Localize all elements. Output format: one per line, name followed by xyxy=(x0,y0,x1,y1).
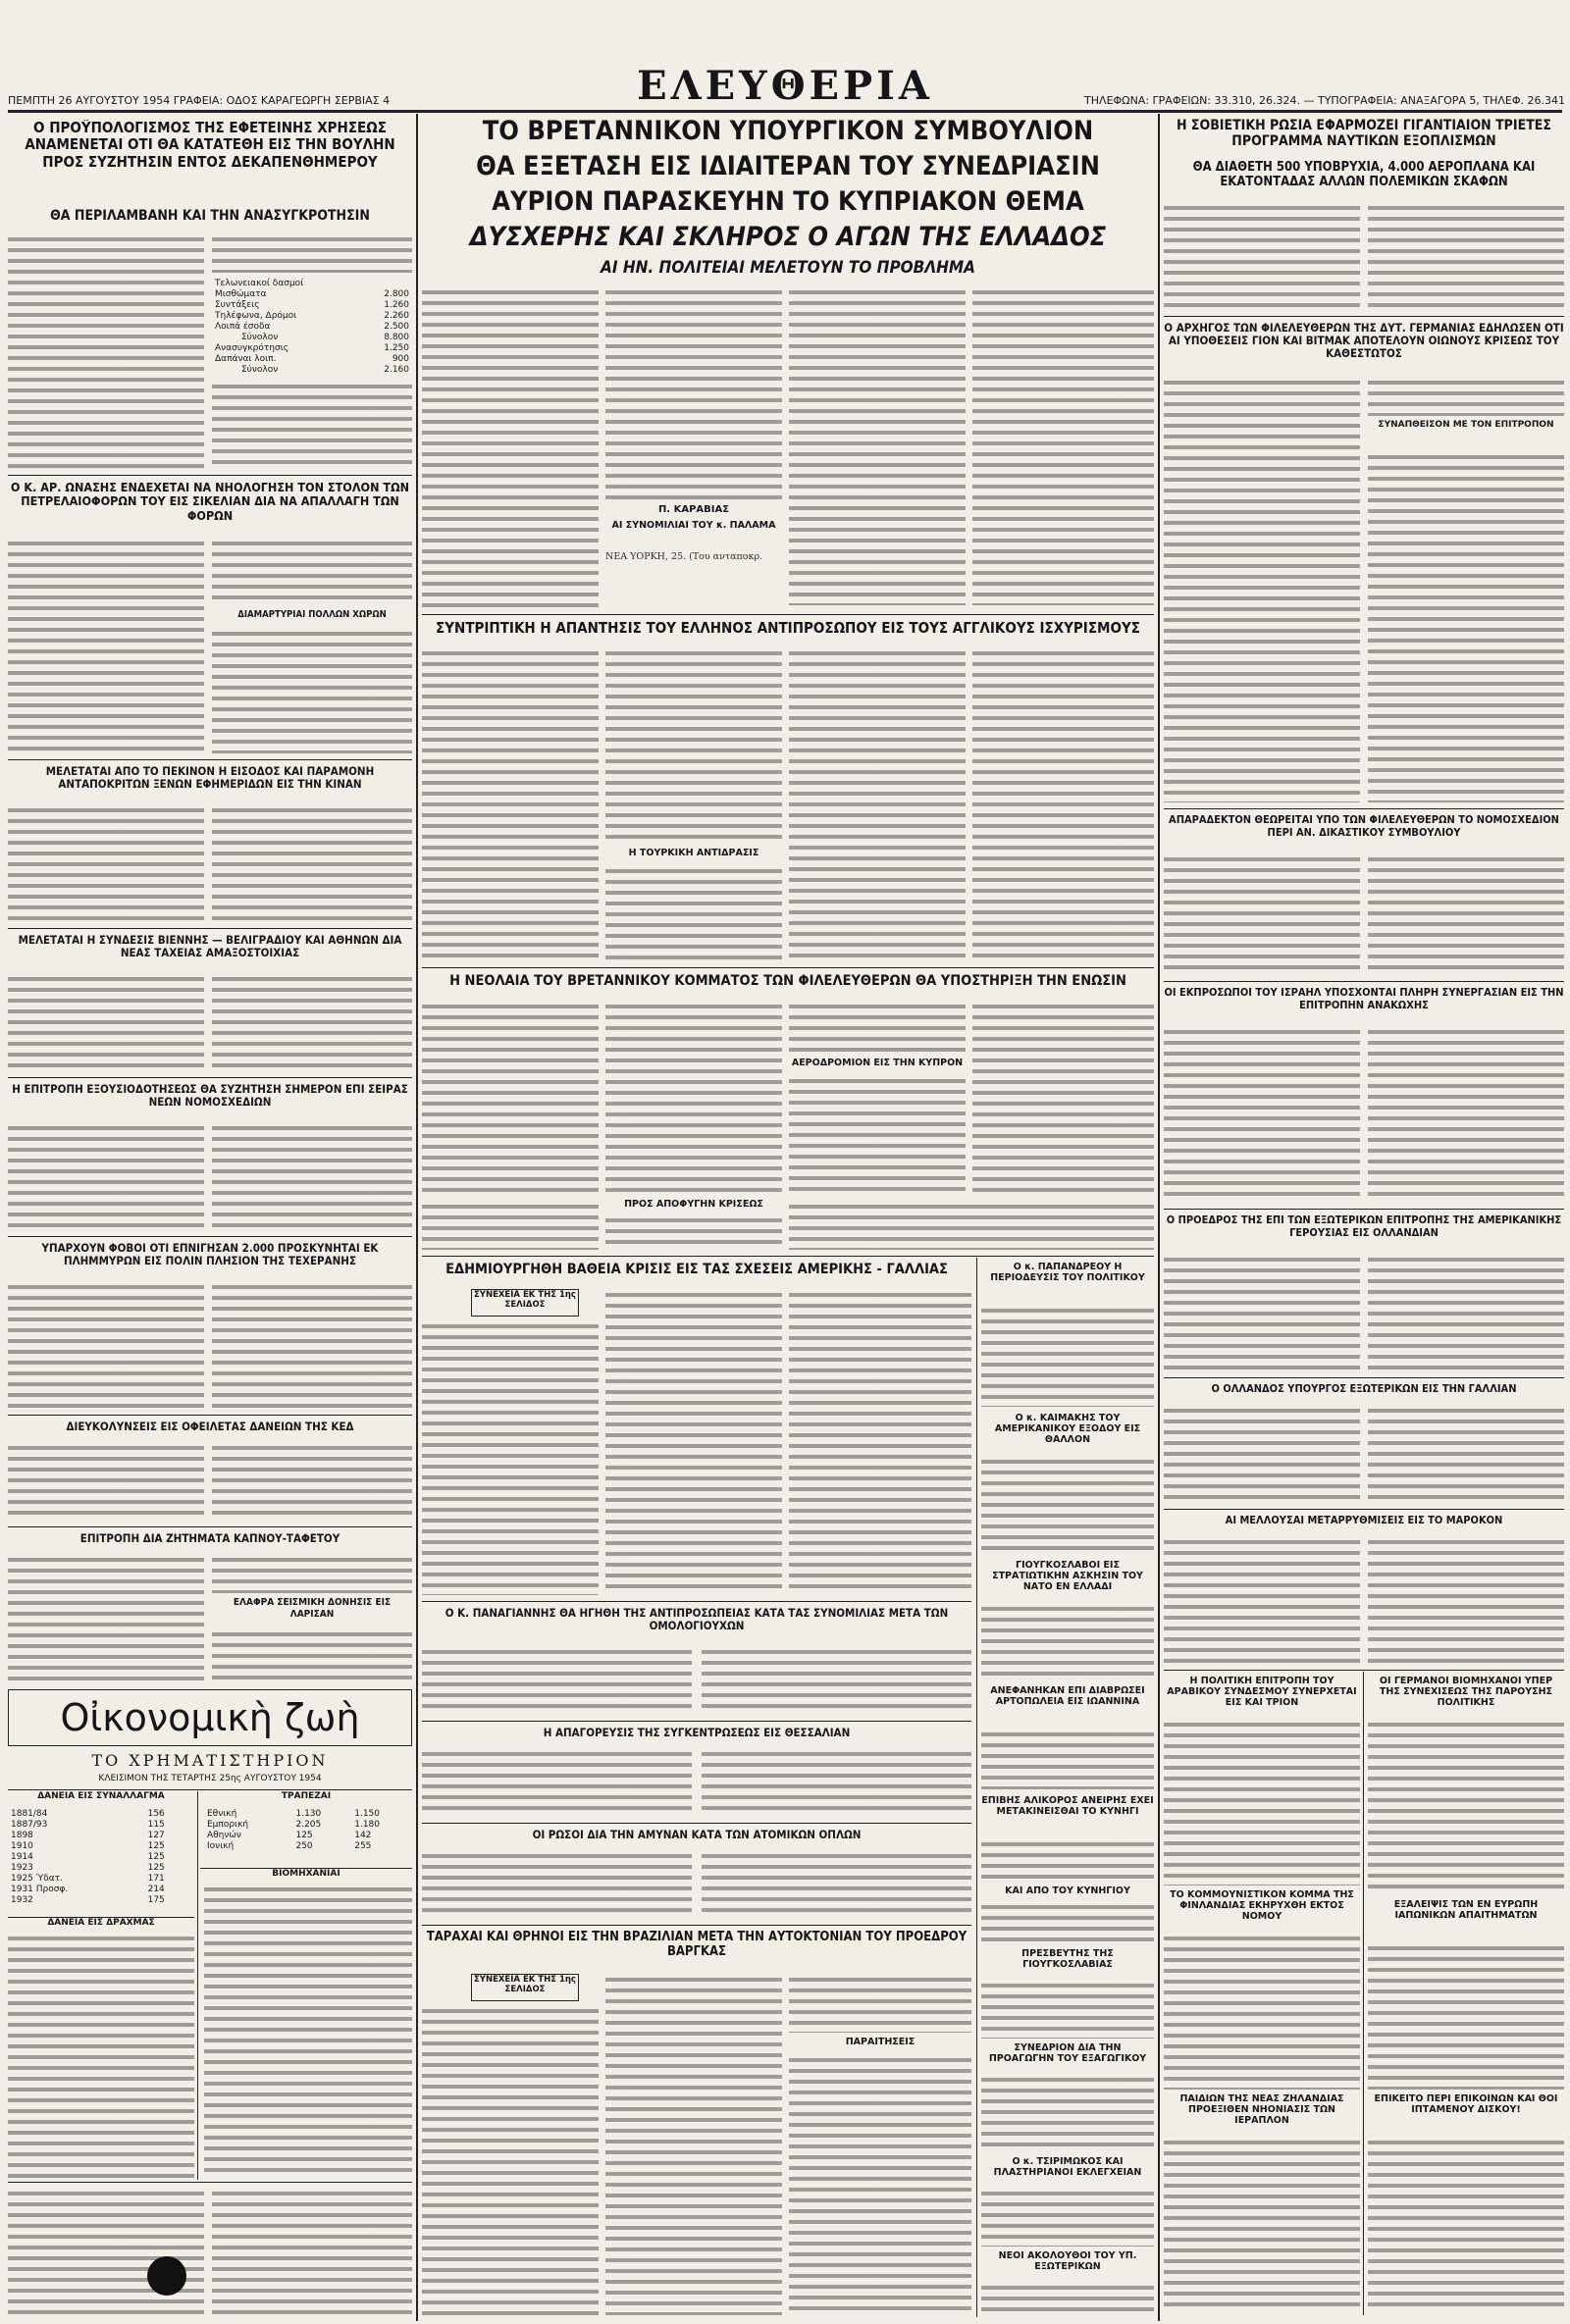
main-byline: Π. ΚΑΡΑΒΙΑΣ xyxy=(657,504,730,515)
article-text xyxy=(981,1729,1154,1789)
table-cell: Τηλέφωνα, Δρόμοι xyxy=(215,311,297,321)
article-text xyxy=(1368,853,1564,975)
table-cell: Σύνολον xyxy=(241,333,279,342)
article-text xyxy=(1368,2137,1564,2313)
table-cell: 1887/93 xyxy=(11,1820,48,1830)
article-text xyxy=(422,1646,692,1715)
article-text xyxy=(1368,1026,1564,1203)
table-cell: Τελωνειακοί δασμοί xyxy=(215,279,304,288)
table-cell: Σύνολον xyxy=(241,365,279,375)
article-text xyxy=(605,1001,782,1197)
article-text xyxy=(981,1838,1154,1882)
column-divider xyxy=(1363,1672,1364,2315)
table-cell: 1931 Προσφ. xyxy=(11,1885,69,1894)
article-divider xyxy=(422,1601,971,1602)
article-divider xyxy=(422,1721,971,1722)
article-text xyxy=(1368,1719,1564,1895)
article-text xyxy=(789,2054,971,2315)
table-cell: 2.160 xyxy=(384,365,409,375)
article-divider xyxy=(1164,1209,1564,1210)
ink-blot xyxy=(147,2256,186,2296)
table-cell: 2.500 xyxy=(384,322,409,332)
table-cell: 125 xyxy=(147,1852,165,1862)
article-text xyxy=(789,1075,966,1197)
article-text xyxy=(212,2188,412,2315)
table-cell xyxy=(362,279,412,289)
article-text xyxy=(212,1122,412,1230)
article-subheadline: ΕΛΑΦΡΑ ΣΕΙΣΜΙΚΗ ΔΟΝΗΣΙΣ ΕΙΣ ΛΑΡΙΣΑΝ xyxy=(233,1597,392,1620)
article-text xyxy=(981,1603,1154,1679)
article-text xyxy=(605,1289,782,1595)
article-headline: Ο ΟΛΛΑΝΔΟΣ ΥΠΟΥΡΓΟΣ ΕΞΩΤΕΡΙΚΩΝ ΕΙΣ ΤΗΝ ΓΑΛΛΙΑΝ xyxy=(1211,1383,1517,1395)
article-subheadline: ΘΑ ΠΕΡΙΛΑΜΒΑΝΗ ΚΑΙ ΤΗΝ ΑΝΑΣΥΓΚΡΟΤΗΣΙΝ xyxy=(50,208,370,224)
article-text xyxy=(1368,1405,1564,1503)
article-headline: Η ΕΠΙΤΡΟΠΗ ΕΞΟΥΣΙΟΔΟΤΗΣΕΩΣ ΘΑ ΣΥΖΗΤΗΣΗ ΣΗΜΕΡΟΝ ΕΠΙ ΣΕΙΡΑΣ ΝΕΩΝ ΝΟΜΟΣΧΕΔΙΩΝ xyxy=(12,1083,408,1110)
table-cell: 2.205 xyxy=(295,1820,322,1830)
table-row xyxy=(212,354,412,365)
article-headline: Ο κ. ΠΑΠΑΝΔΡΕΟΥ Η ΠΕΡΙΟΔΕΥΣΙΣ ΤΟΥ ΠΟΛΙΤΙΚΟΥ xyxy=(990,1262,1145,1284)
article-headline: ΟΙ ΕΚΠΡΟΣΩΠΟΙ ΤΟΥ ΙΣΡΑΗΛ ΥΠΟΣΧΟΝΤΑΙ ΠΛΗΡΗ ΣΥΝΕΡΓΑΣΙΑΝ ΕΙΣ ΤΗΝ ΕΠΙΤΡΟΠΗΝ ΑΝΑΚΩΧΗΣ xyxy=(1164,987,1564,1011)
article-text xyxy=(1164,1719,1360,1885)
table-cell: Μισθώματα xyxy=(215,289,267,299)
table-cell: Εθνική xyxy=(207,1809,237,1819)
table-cell: 1925 Ύδατ. xyxy=(11,1874,63,1884)
table-cell: 127 xyxy=(147,1831,165,1840)
table-row xyxy=(8,1820,194,1831)
article-text xyxy=(981,2188,1154,2247)
article-headline: ΑΠΑΡΑΔΕΚΤΟΝ ΘΕΩΡΕΙΤΑΙ ΥΠΟ ΤΩΝ ΦΙΛΕΛΕΥΘΕΡΩΝ ΤΟ ΝΟΜΟΣΧΕΔΙΟΝ ΠΕΡΙ ΑΝ. ΔΙΚΑΣΤΙΚΟΥ ΣΥΜΒΟΥΛΙΟΥ xyxy=(1169,814,1559,839)
table-row xyxy=(8,1874,194,1885)
table-cell: Ανασυγκρότησις xyxy=(215,343,289,353)
article-text xyxy=(981,2074,1154,2152)
article-headline: ΥΠΑΡΧΟΥΝ ΦΟΒΟΙ ΟΤΙ ΕΠΝΙΓΗΣΑΝ 2.000 ΠΡΟΣΚΥΝΗΤΑΙ ΕΚ ΠΛΗΜΜΥΡΩΝ ΕΙΣ ΠΟΛΙΝ ΠΛΗΣΙΟΝ ΤΗΣ ΤΕΧΕΡΑΝΗΣ xyxy=(41,1242,379,1268)
loans-table xyxy=(8,1809,194,1906)
article-headline: Ο κ. ΚΑΙΜΑΚΗΣ ΤΟΥ ΑΜΕΡΙΚΑΝΙΚΟΥ ΕΞΟΔΟΥ ΕΙΣ ΘΑΛΛΟΝ xyxy=(994,1413,1141,1446)
main-headline-line3: ΑΥΡΙΟΝ ΠΑΡΑΣΚΕΥΗΝ ΤΟ ΚΥΠΡΙΑΚΟΝ ΘΕΜΑ xyxy=(492,186,1084,217)
table-cell: 1898 xyxy=(11,1831,33,1840)
table-row xyxy=(8,1841,194,1852)
article-headline: Η ΣΟΒΙΕΤΙΚΗ ΡΩΣΙΑ ΕΦΑΡΜΟΖΕΙ ΓΙΓΑΝΤΙΑΙΟΝ ΤΡΙΕΤΕΣ ΠΡΟΓΡΑΜΜΑ ΝΑΥΤΙΚΩΝ ΕΞΟΠΛΙΣΜΩΝ xyxy=(1176,118,1552,150)
article-text xyxy=(422,1320,599,1595)
table-cell: Εμπορική xyxy=(207,1820,249,1830)
article-headline: Ο ΠΡΟΫΠΟΛΟΓΙΣΜΟΣ ΤΗΣ ΕΦΕΤΕΙΝΗΣ ΧΡΗΣΕΩΣ ΑΝΑΜΕΝΕΤΑΙ ΟΤΙ ΘΑ ΚΑΤΑΤΕΘΗ ΕΙΣ ΤΗΝ ΒΟΥΛΗΝ ΠΡΟΣ ΣΥΖΗΤΗΣΙΝ ΕΝΤΟΣ ΔΕΚΑΠΕΝΘΗΜΕΡΟΥ xyxy=(25,120,395,171)
table-cell: 125 xyxy=(295,1831,313,1840)
article-headline: ΤΟ ΚΟΜΜΟΥΝΙΣΤΙΚΟΝ ΚΟΜΜΑ ΤΗΣ ΦΙΝΛΑΝΔΙΑΣ ΕΚΗΡΥΧΘΗ ΕΚΤΟΣ ΝΟΜΟΥ xyxy=(1170,1889,1354,1923)
article-text xyxy=(981,1901,1154,1944)
article-text xyxy=(212,1442,412,1521)
masthead-right-info: ΤΗΛΕΦΩΝΑ: ΓΡΑΦΕΙΩΝ: 33.310, 26.324. — ΤΥΠΟΓΡΑΦΕΙΑ: ΑΝΑΞΑΓΟΡΑ 5, ΤΗΛΕΦ. 26.341 xyxy=(1084,94,1565,107)
article-text xyxy=(1368,202,1564,310)
table-row xyxy=(212,333,412,343)
stock-exchange-title: ΤΟ ΧΡΗΜΑΤΙΣΤΗΡΙΟΝ xyxy=(91,1752,329,1770)
article-subheadline: ΔΙΑΜΑΡΤΥΡΙΑΙ ΠΟΛΛΩΝ ΧΩΡΩΝ xyxy=(237,610,387,620)
article-text xyxy=(212,804,412,922)
table-row xyxy=(212,311,412,322)
article-divider xyxy=(422,967,1154,968)
article-text xyxy=(8,1122,204,1230)
article-text xyxy=(981,2282,1154,2315)
article-divider xyxy=(1164,1509,1564,1510)
masthead-rule xyxy=(8,110,1562,113)
article-text xyxy=(8,233,204,469)
article-text xyxy=(702,1646,971,1715)
article-subheadline: ΠΑΡΑΙΤΗΣΕΙΣ xyxy=(845,2037,916,2047)
article-text xyxy=(422,1850,692,1919)
article-text xyxy=(1368,377,1564,416)
table-cell: 125 xyxy=(147,1841,165,1851)
article-headline: ΕΞΑΛΕΙΨΙΣ ΤΩΝ ΕΝ ΕΥΡΩΠΗ ΙΑΠΩΝΙΚΩΝ ΑΠΑΙΤΗΜΑΤΩΝ xyxy=(1393,1899,1539,1922)
table-heading: ΤΡΑΠΕΖΑΙ xyxy=(281,1791,332,1801)
table-row xyxy=(212,365,412,376)
table-heading: ΔΑΝΕΙΑ ΕΙΣ ΔΡΑΧΜΑΣ xyxy=(8,1917,194,1930)
article-headline: ΟΙ ΡΩΣΟΙ ΔΙΑ ΤΗΝ ΑΜΥΝΑΝ ΚΑΤΑ ΤΩΝ ΑΤΟΜΙΚΩΝ ΟΠΛΩΝ xyxy=(532,1829,862,1841)
article-text xyxy=(789,1201,1154,1250)
main-sub-heading: ΑΙ ΣΥΝΟΜΙΛΙΑΙ ΤΟΥ κ. ΠΑΛΑΜΑ xyxy=(611,520,776,531)
article-headline: ΟΙ ΓΕΡΜΑΝΟΙ ΒΙΟΜΗΧΑΝΟΙ ΥΠΕΡ ΤΗΣ ΣΥΝΕΧΙΣΕΩΣ ΤΗΣ ΠΑΡΟΥΣΗΣ ΠΟΛΙΤΙΚΗΣ xyxy=(1379,1676,1553,1709)
stock-exchange-date: ΚΛΕΙΣΙΜΟΝ ΤΗΣ ΤΕΤΑΡΤΗΣ 25ης ΑΥΓΟΥΣΤΟΥ 1954 xyxy=(98,1774,322,1783)
article-text xyxy=(422,1001,599,1197)
article-text xyxy=(8,2188,204,2315)
article-divider xyxy=(422,1823,971,1824)
article-text xyxy=(1164,853,1360,975)
table-cell: 175 xyxy=(147,1895,165,1905)
article-headline: ΑΝΕΦΑΝΗΚΑΝ ΕΠΙ ΔΙΑΒΡΩΣΕΙ ΑΡΤΟΠΩΛΕΙΑ ΕΙΣ ΙΩΑΝΝΙΝΑ xyxy=(990,1685,1145,1708)
article-text xyxy=(422,1201,599,1250)
article-headline: ΕΔΗΜΙΟΥΡΓΗΘΗ ΒΑΘΕΙΑ ΚΡΙΣΙΣ ΕΙΣ ΤΑΣ ΣΧΕΣΕΙΣ ΑΜΕΡΙΚΗΣ - ΓΑΛΛΙΑΣ xyxy=(445,1262,948,1277)
article-headline: ΕΠΙΚΕΙΤΟ ΠΕΡΙ ΕΠΙΚΟΙΝΩΝ ΚΑΙ ΘΟΙ ΙΠΤΑΜΕΝΟΥ ΔΙΣΚΟΥ! xyxy=(1374,2093,1558,2116)
article-divider xyxy=(422,614,1154,615)
article-text xyxy=(605,647,782,844)
article-subheadline: ΘΑ ΔΙΑΘΕΤΗ 500 ΥΠΟΒΡΥΧΙΑ, 4.000 ΑΕΡΟΠΛΑΝΑ ΚΑΙ ΕΚΑΤΟΝΤΑΔΑΣ ΑΛΛΩΝ ΠΟΛΕΜΙΚΩΝ ΣΚΑΦΩΝ xyxy=(1192,161,1536,189)
article-text xyxy=(981,1305,1154,1407)
article-headline: ΓΙΟΥΓΚΟΣΛΑΒΟΙ ΕΙΣ ΣΤΡΑΤΙΩΤΙΚΗΝ ΑΣΚΗΣΙΝ ΤΟΥ ΝΑΤΟ ΕΝ ΕΛΛΑΔΙ xyxy=(992,1560,1143,1593)
table-row xyxy=(204,1831,410,1841)
article-headline: ΠΑΙΔΙΩΝ ΤΗΣ ΝΕΑΣ ΖΗΛΑΝΔΙΑΣ ΠΡΟΕΞΙΘΕΝ ΝΗΟΝΙΑΣΙΣ ΤΩΝ ΙΕΡΑΠΛΟΝ xyxy=(1179,2093,1344,2127)
table-cell: 115 xyxy=(147,1820,165,1830)
table-cell: 1914 xyxy=(11,1852,33,1862)
article-text xyxy=(212,1628,412,1681)
article-text xyxy=(702,1748,971,1817)
table-row xyxy=(212,343,412,354)
article-text xyxy=(981,1456,1154,1554)
article-subheadline: Η ΤΟΥΡΚΙΚΗ ΑΝΤΙΔΡΑΣΙΣ xyxy=(628,848,759,858)
article-divider xyxy=(1164,1670,1564,1671)
table-row xyxy=(204,1809,410,1820)
article-headline: ΝΕΟΙ ΑΚΟΛΟΥΘΟΙ ΤΟΥ ΥΠ. ΕΞΩΤΕΡΙΚΩΝ xyxy=(998,2250,1137,2273)
economy-title-box xyxy=(8,1689,412,1746)
article-text xyxy=(972,1001,1154,1197)
table-cell: 1.150 xyxy=(354,1809,380,1819)
article-text xyxy=(8,1442,204,1521)
article-text xyxy=(1368,1254,1564,1371)
article-text xyxy=(8,538,204,753)
table-cell: 1.250 xyxy=(384,343,409,353)
table-row xyxy=(8,1895,194,1906)
masthead-left-info: ΠΕΜΠΤΗ 26 ΑΥΓΟΥΣΤΟΥ 1954 ΓΡΑΦΕΙΑ: ΟΔΟΣ ΚΑΡΑΓΕΩΡΓΗ ΣΕΡΒΙΑΣ 4 xyxy=(8,94,391,107)
article-text xyxy=(8,804,204,922)
banks-table xyxy=(204,1809,410,1852)
article-headline: ΑΙ ΜΕΛΛΟΥΣΑΙ ΜΕΤΑΡΡΥΘΜΙΣΕΙΣ ΕΙΣ ΤΟ ΜΑΡΟΚΟΝ xyxy=(1225,1515,1503,1526)
table-cell: Ιονική xyxy=(207,1841,235,1851)
article-headline: Η ΝΕΟΛΑΙΑ ΤΟΥ ΒΡΕΤΑΝΝΙΚΟΥ ΚΟΜΜΑΤΟΣ ΤΩΝ ΦΙΛΕΛΕΥΘΕΡΩΝ ΘΑ ΥΠΟΣΤΗΡΙΞΗ ΤΗΝ ΕΝΩΣΙΝ xyxy=(449,973,1126,989)
left-column xyxy=(8,116,412,2318)
main-subheadline: ΑΙ ΗΝ. ΠΟΛΙΤΕΙΑΙ ΜΕΛΕΤΟΥΝ ΤΟ ΠΡΟΒΛΗΜΑ xyxy=(600,259,975,278)
article-text xyxy=(789,1289,971,1595)
main-article-text xyxy=(789,286,966,605)
table-row xyxy=(212,300,412,311)
article-divider xyxy=(8,475,412,476)
article-text xyxy=(212,538,412,606)
table-cell: 125 xyxy=(147,1863,165,1873)
table-rule xyxy=(8,2182,412,2183)
article-headline: Ο ΑΡΧΗΓΟΣ ΤΩΝ ΦΙΛΕΛΕΥΘΕΡΩΝ ΤΗΣ ΔΥΤ. ΓΕΡΜΑΝΙΑΣ ΕΔΗΛΩΣΕΝ ΟΤΙ ΑΙ ΥΠΟΘΕΣΕΙΣ ΓΙΟΝ ΚΑΙ ΒΙΤΜΑΚ ΑΠΟΤΕΛΟΥΝ ΟΙΩΝΟΥΣ ΚΡΙΣΕΩΣ ΤΟΥ ΚΑΘΕΣΤΩΤΟΣ xyxy=(1164,322,1564,361)
article-divider xyxy=(8,1526,412,1527)
article-text xyxy=(789,647,966,961)
article-headline: ΕΠΙΤΡΟΠΗ ΔΙΑ ΖΗΤΗΜΑΤΑ ΚΑΠΝΟΥ-ΤΑΦΕΤΟΥ xyxy=(79,1532,340,1545)
right-column xyxy=(1164,116,1564,2318)
main-headline-line2: ΘΑ ΕΞΕΤΑΣΗ ΕΙΣ ΙΔΙΑΙΤΕΡΑΝ ΤΟΥ ΣΥΝΕΔΡΙΑΣΙΝ xyxy=(476,151,1100,181)
table-cell: 156 xyxy=(147,1809,165,1819)
article-text xyxy=(8,973,204,1071)
table-cell: Αθηνών xyxy=(207,1831,241,1840)
article-divider xyxy=(422,1256,1154,1257)
article-text xyxy=(8,1281,204,1409)
newspaper-title: ΕΛΕΥΘΕΡΙΑ xyxy=(637,63,933,109)
table-row xyxy=(212,322,412,333)
table-row xyxy=(8,1852,194,1863)
narrow-column xyxy=(981,1262,1154,2317)
table-cell: 1.130 xyxy=(295,1809,322,1819)
article-text xyxy=(1164,1026,1360,1203)
article-text xyxy=(1164,1536,1360,1664)
column-divider xyxy=(416,114,418,2321)
table-cell: 214 xyxy=(147,1885,165,1894)
column-divider xyxy=(1158,114,1160,2321)
table-rule xyxy=(8,1789,412,1790)
table-cell: 142 xyxy=(354,1831,372,1840)
main-article-text xyxy=(422,286,599,610)
article-text xyxy=(1164,1254,1360,1371)
article-divider xyxy=(1164,981,1564,982)
main-dateline: ΝΕΑ ΥΟΡΚΗ, 25. (Του ανταποκρ. xyxy=(605,551,763,562)
article-text xyxy=(789,1974,971,2033)
table-cell: 2.260 xyxy=(384,311,409,321)
article-text xyxy=(1164,1933,1360,2090)
table-row xyxy=(8,1809,194,1820)
article-headline: Ο Κ. ΠΑΝΑΓΙΑΝΝΗΣ ΘΑ ΗΓΗΘΗ ΤΗΣ ΑΝΤΙΠΡΟΣΩΠΕΙΑΣ ΚΑΤΑ ΤΑΣ ΣΥΝΟΜΙΛΙΑΣ ΜΕΤΑ ΤΩΝ ΟΜΟΛΟΓΙΟΥΧΩΝ xyxy=(445,1607,949,1633)
article-text xyxy=(1368,451,1564,802)
article-headline: ΜΕΛΕΤΑΤΑΙ Η ΣΥΝΔΕΣΙΣ ΒΙΕΝΝΗΣ — ΒΕΛΙΓΡΑΔΙΟΥ ΚΑΙ ΑΘΗΝΩΝ ΔΙΑ ΝΕΑΣ ΤΑΧΕΙΑΣ ΑΜΑΞΟΣΤΟΙΧΙΑΣ xyxy=(18,934,402,960)
table-cell: 1923 xyxy=(11,1863,33,1873)
table-cell: 1.180 xyxy=(354,1820,380,1830)
table-row xyxy=(204,1820,410,1831)
article-divider xyxy=(422,1925,971,1926)
table-cell: 1932 xyxy=(11,1895,33,1905)
article-text xyxy=(422,647,599,961)
article-divider xyxy=(1164,316,1564,317)
article-text xyxy=(212,628,412,753)
article-headline: ΔΙΕΥΚΟΛΥΝΣΕΙΣ ΕΙΣ ΟΦΕΙΛΕΤΑΣ ΔΑΝΕΙΩΝ ΤΗΣ ΚΕΔ xyxy=(66,1420,354,1433)
table-cell: 1.260 xyxy=(384,300,409,310)
article-headline: ΠΡΕΣΒΕΥΤΗΣ ΤΗΣ ΓΙΟΥΓΚΟΣΛΑΒΙΑΣ xyxy=(1021,1948,1114,1971)
article-headline: Ο ΠΡΟΕΔΡΟΣ ΤΗΣ ΕΠΙ ΤΩΝ ΕΞΩΤΕΡΙΚΩΝ ΕΠΙΤΡΟΠΗΣ ΤΗΣ ΑΜΕΡΙΚΑΝΙΚΗΣ ΓΕΡΟΥΣΙΑΣ ΕΙΣ ΟΛΛΑΝΔΙΑΝ xyxy=(1166,1214,1562,1239)
table-heading: ΔΑΝΕΙΑ ΕΙΣ ΣΥΝΑΛΛΑΓΜΑ xyxy=(37,1791,165,1801)
table-cell: 171 xyxy=(147,1874,165,1884)
article-divider xyxy=(8,759,412,760)
article-text xyxy=(605,865,782,961)
main-article-text xyxy=(605,286,782,502)
article-text xyxy=(1164,2137,1360,2313)
table-row xyxy=(8,1885,194,1895)
article-text xyxy=(702,1850,971,1919)
article-headline: Η ΠΟΛΙΤΙΚΗ ΕΠΙΤΡΟΠΗ ΤΟΥ ΑΡΑΒΙΚΟΥ ΣΥΝΔΕΣΜΟΥ ΣΥΝΕΡΧΕΤΑΙ ΕΙΣ ΚΑΙ ΤΡΙΟΝ xyxy=(1167,1676,1357,1709)
article-headline: ΣΥΝΤΡΙΠΤΙΚΗ Η ΑΠΑΝΤΗΣΙΣ ΤΟΥ ΕΛΛΗΝΟΣ ΑΝΤΙΠΡΟΣΩΠΟΥ ΕΙΣ ΤΟΥΣ ΑΓΓΛΙΚΟΥΣ ΙΣΧΥΡΙΣΜΟΥΣ xyxy=(436,620,1140,637)
article-headline: ΤΑΡΑΧΑΙ ΚΑΙ ΘΡΗΝΟΙ ΕΙΣ ΤΗΝ ΒΡΑΖΙΛΙΑΝ ΜΕΤΑ ΤΗΝ ΑΥΤΟΚΤΟΝΙΑΝ ΤΟΥ ΠΡΟΕΔΡΟΥ ΒΑΡΓΚΑΣ xyxy=(426,1931,968,1959)
article-subheadline: ΣΥΝΑΠΘΕΙΣΟΝ ΜΕ ΤΟΝ ΕΠΙΤΡΟΠΟΝ xyxy=(1378,420,1554,430)
article-divider xyxy=(8,1236,412,1237)
article-subheadline: ΠΡΟΣ ΑΠΟΦΥΓΗΝ ΚΡΙΣΕΩΣ xyxy=(624,1199,763,1210)
article-text xyxy=(422,2005,599,2315)
table-cell: 1881/84 xyxy=(11,1809,48,1819)
continuation-tag: ΣΥΝΕΧΕΙΑ ΕΚ ΤΗΣ 1ης ΣΕΛΙΔΟΣ xyxy=(471,1289,579,1317)
table-cell: 250 xyxy=(295,1841,313,1851)
article-divider xyxy=(8,1415,412,1416)
drachma-loans-table xyxy=(8,1933,194,2178)
article-text xyxy=(8,1554,204,1681)
article-text xyxy=(605,1974,782,2315)
table-row xyxy=(8,1831,194,1841)
article-text xyxy=(1164,1405,1360,1503)
article-headline: Ο Κ. ΑΡ. ΩΝΑΣΗΣ ΕΝΔΕΧΕΤΑΙ ΝΑ ΝΗΟΛΟΓΗΣΗ ΤΟΝ ΣΤΟΛΟΝ ΤΩΝ ΠΕΤΡΕΛΑΙΟΦΟΡΩΝ ΤΟΥ ΕΙΣ ΣΙΚΕΛΙΑΝ ΔΙΑ ΝΑ ΑΠΑΛΛΑΓΗ ΤΩΝ ΦΟΡΩΝ xyxy=(10,481,410,523)
table-row xyxy=(8,1863,194,1874)
article-headline: ΕΠΙΒΗΣ ΑΛΙΚΟΡΟΣ ΑΝΕΙΡΗΣ ΕΧΕΙ ΜΕΤΑΚΙΝΕΙΣΘΑΙ ΤΟ ΚΥΝΗΓΙ xyxy=(981,1795,1154,1818)
article-text xyxy=(981,1980,1154,2039)
table-cell: 2.800 xyxy=(384,289,409,299)
table-heading: ΒΙΟΜΗΧΑΝΙΑΙ xyxy=(200,1868,412,1881)
economy-title: Οἰκονομικὴ ζωὴ xyxy=(60,1696,360,1739)
table-row xyxy=(212,279,412,289)
table-divider xyxy=(197,1791,198,2180)
main-headline-line1: ΤΟ ΒΡΕΤΑΝΝΙΚΟΝ ΥΠΟΥΡΓΙΚΟΝ ΣΥΜΒΟΥΛΙΟΝ xyxy=(482,116,1094,146)
table-cell: Συντάξεις xyxy=(215,300,260,310)
article-headline: ΜΕΛΕΤΑΤΑΙ ΑΠΟ ΤΟ ΠΕΚΙΝΟΝ Η ΕΙΣΟΔΟΣ ΚΑΙ ΠΑΡΑΜΟΝΗ ΑΝΤΑΠΟΚΡΙΤΩΝ ΞΕΝΩΝ ΕΦΗΜΕΡΙΔΩΝ ΕΙΣ ΤΗΝ ΚΙΝΑΝ xyxy=(45,765,375,792)
article-text xyxy=(212,1281,412,1409)
column-divider xyxy=(976,1258,977,2317)
table-row xyxy=(212,289,412,300)
article-divider xyxy=(8,928,412,929)
article-text xyxy=(1368,1536,1564,1664)
article-text xyxy=(972,647,1154,961)
budget-table xyxy=(212,233,412,469)
main-headline-line4: ΔΥΣΧΕΡΗΣ ΚΑΙ ΣΚΛΗΡΟΣ Ο ΑΓΩΝ ΤΗΣ ΕΛΛΑΔΟΣ xyxy=(469,222,1107,252)
article-divider xyxy=(8,1077,412,1078)
article-headline: Η ΑΠΑΓΟΡΕΥΣΙΣ ΤΗΣ ΣΥΓΚΕΝΤΡΩΣΕΩΣ ΕΙΣ ΘΕΣΣΑΛΙΑΝ xyxy=(543,1727,851,1739)
article-text xyxy=(605,1214,782,1250)
table-cell: 900 xyxy=(392,354,409,364)
table-cell: Λοιπά έσοδα xyxy=(215,322,271,332)
article-headline: Ο κ. ΤΣΙΡΙΜΩΚΟΣ ΚΑΙ ΠΛΑΣΤΗΡΙΑΝΟΙ ΕΚΛΕΓΧΕΙΑΝ xyxy=(993,2156,1142,2179)
article-text xyxy=(212,973,412,1071)
article-text xyxy=(212,1554,412,1593)
table-row xyxy=(204,1841,410,1852)
article-text xyxy=(422,1748,692,1817)
article-text xyxy=(1164,377,1360,802)
table-cell: 8.800 xyxy=(384,333,409,342)
article-text xyxy=(1368,1942,1564,2090)
industries-table xyxy=(204,1884,412,2178)
table-cell: 1910 xyxy=(11,1841,33,1851)
article-headline: ΣΥΝΕΔΡΙΟΝ ΔΙΑ ΤΗΝ ΠΡΟΑΓΩΓΗΝ ΤΟΥ ΕΞΑΓΩΓΙΚΟΥ xyxy=(988,2042,1147,2065)
article-text xyxy=(789,1001,966,1054)
article-headline: ΚΑΙ ΑΠΟ ΤΟΥ ΚΥΝΗΓΙΟΥ xyxy=(1005,1885,1130,1896)
continuation-tag: ΣΥΝΕΧΕΙΑ ΕΚ ΤΗΣ 1ης ΣΕΛΙΔΟΣ xyxy=(471,1974,579,2001)
table-cell: Δαπάναι λοιπ. xyxy=(215,354,277,364)
article-divider xyxy=(1164,808,1564,809)
article-subheadline: ΑΕΡΟΔΡΟΜΙΟΝ ΕΙΣ ΤΗΝ ΚΥΠΡΟΝ xyxy=(791,1058,964,1068)
article-text xyxy=(1164,202,1360,310)
table-cell: 255 xyxy=(354,1841,372,1851)
article-divider xyxy=(1164,1377,1564,1378)
main-article-text xyxy=(972,286,1154,605)
